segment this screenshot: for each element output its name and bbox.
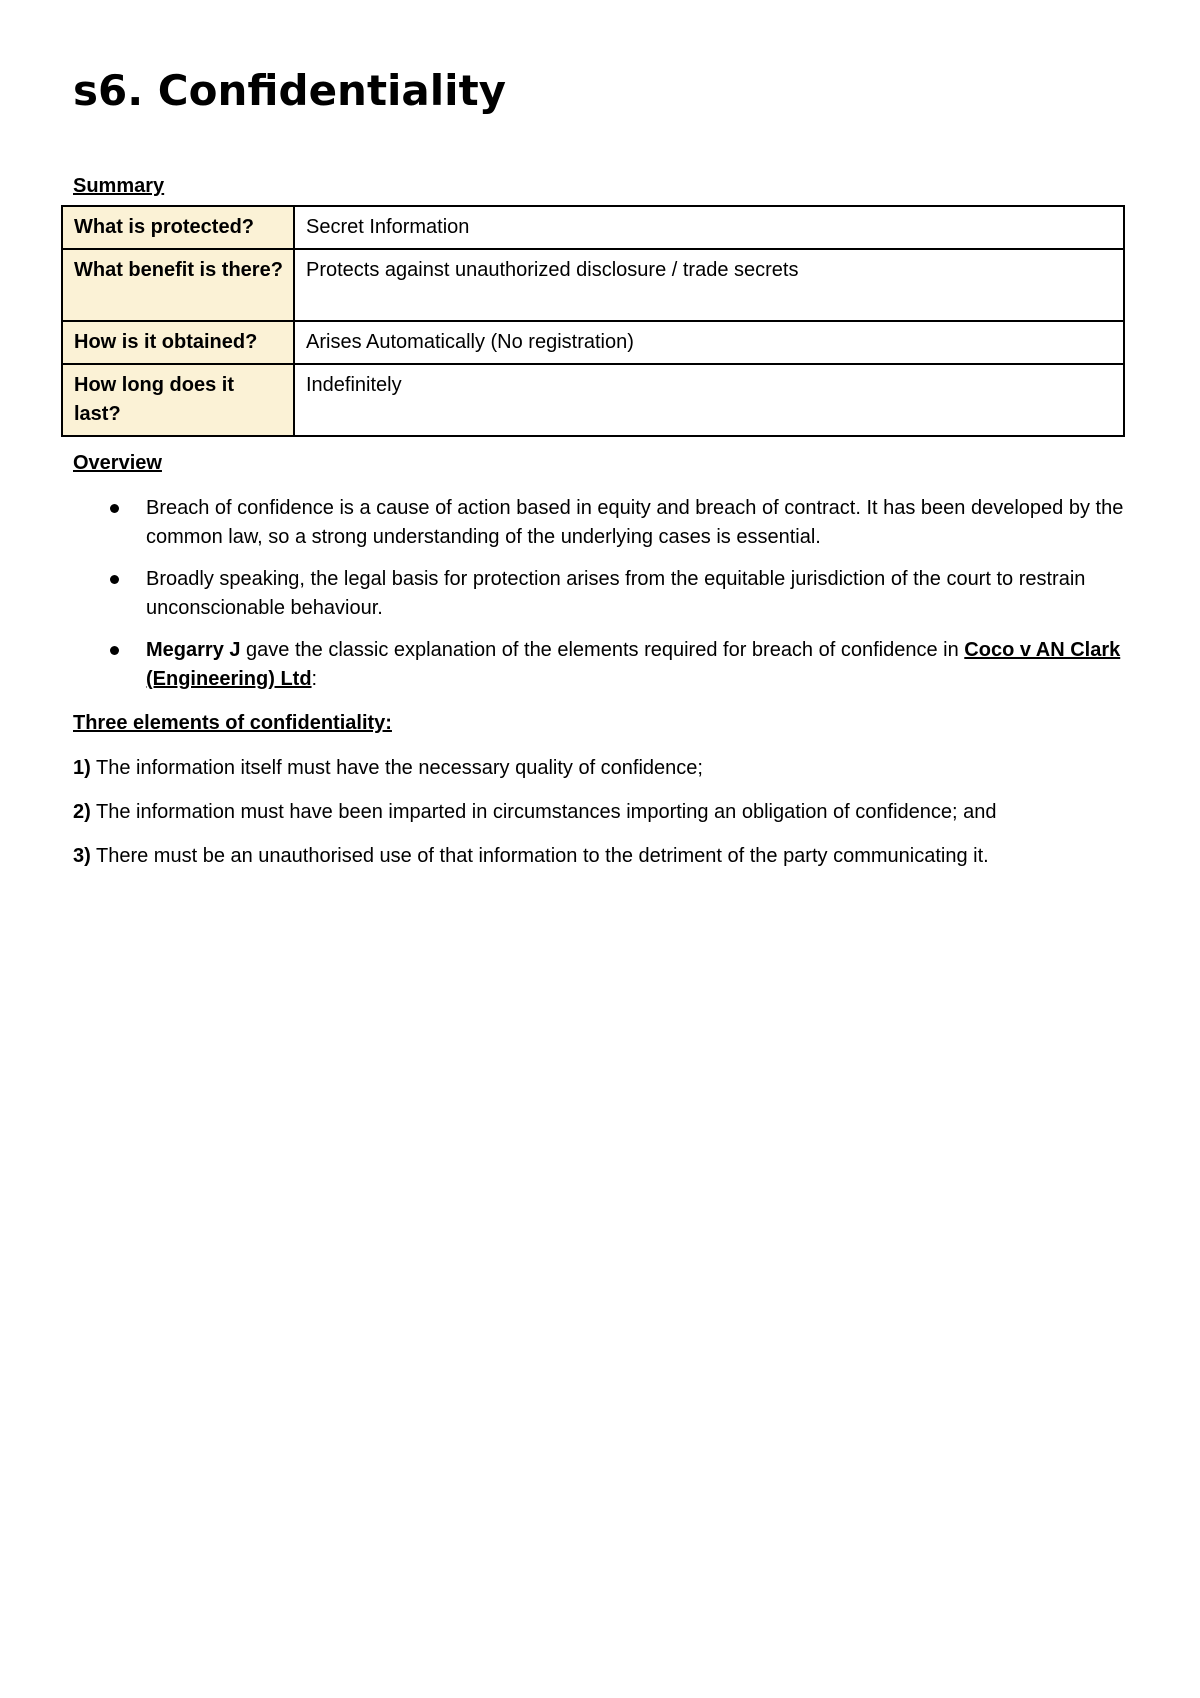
element-item xyxy=(73,756,703,780)
summary-value: Secret Information xyxy=(294,206,1124,249)
table-row xyxy=(62,206,1124,249)
element-text: The information itself must have the necessary quality of confidence; xyxy=(90,757,703,779)
bullet-icon xyxy=(110,575,119,584)
summary-value: Protects against unauthorized disclosure / trade secrets xyxy=(294,249,1124,321)
table-row xyxy=(62,364,1124,436)
overview-label: Overview xyxy=(73,452,162,474)
table-row xyxy=(62,321,1124,364)
list-item xyxy=(73,636,1133,694)
list-item xyxy=(73,565,1133,623)
elements-label: Three elements of confidentiality: xyxy=(73,712,392,734)
page-title: s6. Confidentiality xyxy=(73,66,507,115)
bullet-icon xyxy=(110,646,119,655)
summary-value: Indefinitely xyxy=(294,364,1124,436)
element-text: There must be an unauthorised use of that information to the detriment of the party communicating it. xyxy=(90,845,989,867)
summary-key: How long does it last? xyxy=(62,364,294,436)
list-item xyxy=(73,494,1133,552)
summary-key: What is protected? xyxy=(62,206,294,249)
bullet-icon xyxy=(110,504,119,513)
overview-bullet-text: Breach of confidence is a cause of action based in equity and breach of contract. It has been developed by the common law, so a strong understanding of the underlying cases is essential. xyxy=(146,497,1124,548)
overview-bullet-text: Broadly speaking, the legal basis for protection arises from the equitable jurisdiction of the court to restrain unconscionable behaviour. xyxy=(146,568,1086,619)
case-name: Coco v AN Clark (Engineering) Ltd xyxy=(146,639,1121,690)
summary-table xyxy=(61,205,1125,437)
overview-list xyxy=(73,494,1133,707)
summary-value: Arises Automatically (No registration) xyxy=(294,321,1124,364)
summary-label: Summary xyxy=(73,175,165,197)
element-number: 3) xyxy=(73,845,91,867)
element-item xyxy=(73,844,989,868)
table-row xyxy=(62,249,1124,321)
summary-key: How is it obtained? xyxy=(62,321,294,364)
element-number: 1) xyxy=(73,757,91,779)
element-number: 2) xyxy=(73,801,91,823)
judge-name: Megarry J xyxy=(146,639,241,661)
overview-bullet-text: gave the classic explanation of the elements required for breach of confidence in xyxy=(240,639,965,661)
element-text: The information must have been imparted in circumstances importing an obligation of confidence; and xyxy=(90,801,997,823)
element-item xyxy=(73,800,997,824)
punctuation: : xyxy=(311,668,318,690)
summary-key: What benefit is there? xyxy=(62,249,294,321)
